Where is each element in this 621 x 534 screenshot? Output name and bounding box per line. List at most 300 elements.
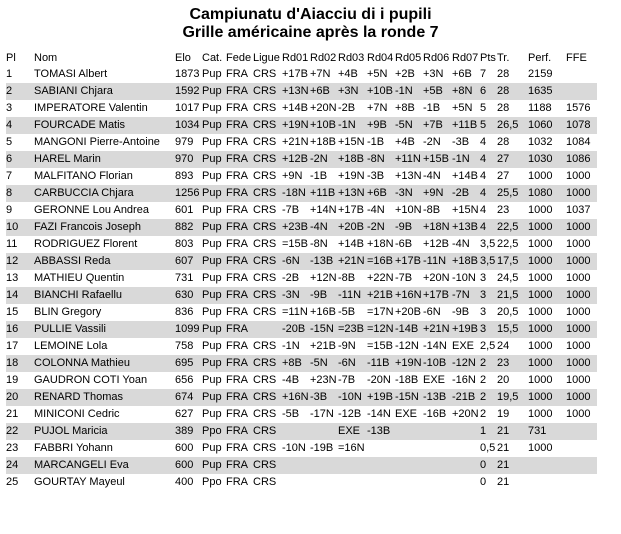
cell-pts: 0 [480,476,487,488]
cell-pl: 23 [6,442,19,454]
cell-perf: 1000 [528,323,553,335]
cell-rd05: +13N [395,170,422,182]
cell-rd01 [282,457,310,474]
cell-ffe: 1000 [566,340,591,352]
cell-rd05: +19N [395,357,422,369]
cell-rd05: -6B [395,238,413,250]
cell-pts: 3,5 [480,255,496,267]
cell-cat: Pup [202,391,222,403]
cell-ffe: 1000 [566,374,591,386]
cell-rd03: +20B [338,221,364,233]
cell-rd07 [452,423,480,440]
cell-rd05: +20B [395,306,421,318]
cell-rd03: +3N [338,85,359,97]
cell-pl: 17 [6,340,19,352]
cell-pl: 22 [6,425,19,437]
cell-perf: 1000 [528,221,553,233]
cell-rd05: EXE [395,408,418,420]
cell-rd04: -20N [367,374,391,386]
cell-rd02: +14N [310,204,337,216]
cell-elo: 607 [175,255,194,267]
cell-cat: Pup [202,204,222,216]
cell-rd07: -9B [452,306,470,318]
cell-rd03: -12B [338,408,362,420]
cell-rd02 [310,423,338,440]
cell-rd05: -1N [395,85,413,97]
cell-pl: 19 [6,374,19,386]
cell-rd03: +15N [338,136,365,148]
cell-pts: 0 [480,459,487,471]
cell-pl: 24 [6,459,19,471]
cell-elo: 627 [175,408,194,420]
cell-ligue: CRS [253,306,277,318]
cell-ffe [566,423,597,440]
cell-ffe: 1037 [566,204,591,216]
cell-ffe: 1000 [566,170,591,182]
cell-elo: 731 [175,272,194,284]
cell-ffe: 1000 [566,255,591,267]
cell-rd01: -4B [282,374,300,386]
cell-rd03: -8B [338,272,356,284]
cell-rd01: =15B [282,238,308,250]
cell-ffe [566,457,597,474]
cell-rd02: +20N [310,102,337,114]
cell-rd02 [310,474,338,491]
cell-rd01: +23B [282,221,308,233]
cell-nom: SABIANI Chjara [34,85,113,97]
cell-cat: Ppo [202,425,222,437]
cell-ligue: CRS [253,170,277,182]
header-row [6,50,597,66]
cell-rd06: -4N [423,170,441,182]
cell-rd03: -5B [338,306,356,318]
cell-rd06: +5B [423,85,443,97]
cell-perf: 2159 [528,68,553,80]
cell-nom: MALFITANO Florian [34,170,133,182]
cell-nom: MATHIEU Quentin [34,272,125,284]
cell-pl: 6 [6,153,13,165]
page-title: Campiunatu d'Aiacciu di i pupili [189,6,432,23]
cell-rd04: =15B [367,340,393,352]
cell-nom: TOMASI Albert [34,68,108,80]
cell-perf: 1000 [528,238,553,250]
cell-rd07: -3B [452,136,470,148]
cell-rd04: +5N [367,68,388,80]
cell-rd04: =12N [367,323,394,335]
cell-rd07: -4N [452,238,470,250]
column-header-nom: Nom [34,52,58,64]
cell-elo: 893 [175,170,194,182]
cell-cat: Pup [202,68,222,80]
cell-ligue: CRS [253,442,277,454]
cell-rd04: +10B [367,85,393,97]
cell-rd01 [282,423,310,440]
cell-rd01: -3N [282,289,300,301]
table-row [6,66,597,83]
cell-nom: GERONNE Lou Andrea [34,204,149,216]
cell-ffe: 1000 [566,221,591,233]
cell-cat: Pup [202,442,222,454]
cell-rd02: -19B [310,442,334,454]
cell-pl: 12 [6,255,19,267]
cell-nom: BIANCHI Rafaellu [34,289,123,301]
cell-ligue: CRS [253,136,277,148]
cell-perf: 1080 [528,187,553,199]
cell-rd01: -6N [282,255,300,267]
cell-tr: 21 [497,442,510,454]
cell-rd04: -8N [367,153,385,165]
page-subtitle: Grille américaine après la ronde 7 [182,24,439,41]
cell-tr: 24,5 [497,272,519,284]
cell-rd05 [395,457,423,474]
cell-cat: Pup [202,340,222,352]
cell-rd06: -16B [423,408,447,420]
cell-rd02: +18B [310,136,336,148]
column-header-pts: Pts [480,52,496,64]
cell-pl: 21 [6,408,19,420]
cell-ffe [566,83,597,100]
cell-ffe [566,474,597,491]
cell-rd03 [338,457,367,474]
cell-fede: FRA [226,374,248,386]
cell-tr: 28 [497,68,510,80]
cell-rd01: -20B [282,323,306,335]
cell-rd03: -11N [338,289,362,301]
cell-elo: 758 [175,340,194,352]
cell-pts: 2 [480,374,487,386]
cell-elo: 600 [175,442,194,454]
table-row [6,304,597,321]
cell-pl: 14 [6,289,19,301]
cell-rd01: +21N [282,136,309,148]
cell-elo: 630 [175,289,194,301]
cell-pl: 11 [6,238,18,250]
cell-ffe: 1000 [566,357,591,369]
cell-ffe: 1000 [566,187,591,199]
cell-rd05: -14B [395,323,419,335]
cell-nom: MARCANGELI Eva [34,459,129,471]
cell-rd04 [367,474,395,491]
table-row [6,117,597,134]
column-header-rd04: Rd04 [367,52,394,64]
cell-tr: 19,5 [497,391,519,403]
cell-pl: 25 [6,476,19,488]
cell-elo: 1017 [175,102,200,114]
cell-rd04: +18N [367,238,394,250]
cell-ffe [566,66,597,83]
cell-ffe: 1000 [566,306,591,318]
cell-perf: 1000 [528,306,553,318]
cell-rd07: -12N [452,357,476,369]
cell-tr: 15,5 [497,323,519,335]
cell-rd04: +7N [367,102,388,114]
cell-fede: FRA [226,238,248,250]
cell-fede: FRA [226,425,248,437]
cell-ligue: CRS [253,289,277,301]
cell-pts: 2,5 [480,340,496,352]
cell-elo: 674 [175,391,194,403]
cell-rd05: -5N [395,119,413,131]
cell-ligue: CRS [253,425,277,437]
cell-perf: 1000 [528,357,553,369]
cell-rd06: +18N [423,221,450,233]
cell-ligue: CRS [253,68,277,80]
cell-rd06: +7B [423,119,443,131]
cell-rd04: -4N [367,204,385,216]
cell-fede: FRA [226,391,248,403]
cell-rd07: -21B [452,391,476,403]
cell-cat: Pup [202,187,222,199]
column-header-tr: Tr. [497,52,510,64]
cell-elo: 1873 [175,68,200,80]
cell-rd02: +16B [310,306,336,318]
cell-rd01: +19N [282,119,309,131]
cell-nom: FOURCADE Matis [34,119,126,131]
cell-rd01: +13N [282,85,309,97]
column-header-rd07: Rd07 [452,52,479,64]
cell-rd04: -1B [367,136,385,148]
cell-rd02: -1B [310,170,328,182]
cell-ligue: CRS [253,102,277,114]
cell-pl: 13 [6,272,19,284]
table-row [6,389,597,406]
cell-tr: 27 [497,153,510,165]
cell-pts: 0,5 [480,442,496,454]
cell-rd07 [452,474,480,491]
cell-rd01: -18N [282,187,306,199]
cell-rd03: +13N [338,187,365,199]
cell-fede: FRA [226,408,248,420]
cell-ffe: 1000 [566,272,591,284]
cell-tr: 23 [497,204,510,216]
cell-pts: 7 [480,68,487,80]
cell-ligue: CRS [253,391,277,403]
column-header-cat: Cat. [202,52,223,64]
cell-rd07: +6B [452,68,472,80]
table-row [6,321,597,338]
cell-fede: FRA [226,221,248,233]
cell-cat: Pup [202,255,222,267]
cell-ligue: CRS [253,204,277,216]
cell-rd02: -13B [310,255,334,267]
cell-tr: 25,5 [497,187,519,199]
cell-fede: FRA [226,289,248,301]
cell-ffe: 1084 [566,136,591,148]
cell-rd06: -13B [423,391,447,403]
cell-elo: 600 [175,459,194,471]
cell-elo: 400 [175,476,194,488]
cell-rd05 [395,423,423,440]
cell-rd06: +3N [423,68,444,80]
cell-rd04: -2N [367,221,385,233]
cell-pts: 3 [480,272,487,284]
cell-rd05: +17B [395,255,421,267]
cell-nom: CARBUCCIA Chjara [34,187,134,199]
cell-rd04: +19B [367,391,393,403]
cell-perf: 1000 [528,255,553,267]
cell-fede: FRA [226,306,248,318]
cell-rd02: +6B [310,85,330,97]
cell-rd03: +21N [338,255,365,267]
cell-rd07: +19B [452,323,478,335]
cell-rd04 [367,440,395,457]
cell-perf: 1000 [528,374,553,386]
cell-ligue: CRS [253,153,277,165]
cell-pts: 3 [480,306,487,318]
cell-elo: 695 [175,357,194,369]
cell-rd05: +4B [395,136,415,148]
cell-pl: 4 [6,119,13,131]
cell-rd06 [423,423,452,440]
cell-rd07: +18B [452,255,478,267]
table-row [6,185,597,202]
cell-rd01: +17B [282,68,308,80]
cell-perf: 1060 [528,119,553,131]
cell-rd01: +9N [282,170,303,182]
cell-ffe: 1000 [566,289,591,301]
cell-elo: 1099 [175,323,200,335]
cell-rd06: -1B [423,102,441,114]
cell-ligue: CRS [253,459,277,471]
cell-tr: 22,5 [497,238,519,250]
cell-fede: FRA [226,272,248,284]
cell-rd01 [282,474,310,491]
cell-rd05: +2B [395,68,415,80]
table-row [6,219,597,236]
column-header-rd03: Rd03 [338,52,365,64]
table-row [6,474,597,491]
table-row [6,287,597,304]
cell-perf: 1000 [528,340,553,352]
cell-pts: 5 [480,102,487,114]
cell-rd06: -8B [423,204,441,216]
cell-rd02: +7N [310,68,331,80]
cell-rd05: -9B [395,221,413,233]
cell-rd02: -15N [310,323,334,335]
cell-rd06 [423,440,452,457]
cell-ligue: CRS [253,221,277,233]
cell-rd01: -1N [282,340,300,352]
cell-rd04: +22N [367,272,394,284]
cell-tr: 28 [497,102,510,114]
cell-rd02: -2N [310,153,328,165]
cell-tr: 23 [497,357,510,369]
cell-rd03 [338,474,367,491]
cell-rd02: +23N [310,374,337,386]
table-row [6,440,597,457]
column-header-rd06: Rd06 [423,52,450,64]
cell-rd07: -16N [452,374,476,386]
column-header-elo: Elo [175,52,191,64]
cell-pts: 4 [480,170,487,182]
table-row [6,134,597,151]
table-row [6,270,597,287]
cell-perf: 1000 [528,289,553,301]
cell-nom: RODRIGUEZ Florent [34,238,138,250]
cell-rd03: +17B [338,204,364,216]
cell-pts: 5 [480,119,487,131]
cell-rd04: =16B [367,255,393,267]
cell-pl: 20 [6,391,19,403]
cell-ligue: CRS [253,340,277,352]
cell-rd02: +21B [310,340,336,352]
cell-rd05: -12N [395,340,419,352]
cell-perf: 1188 [528,102,552,114]
cell-perf: 1000 [528,170,553,182]
cell-rd05: -3N [395,187,413,199]
cell-fede: FRA [226,136,248,148]
cell-tr: 21 [497,425,510,437]
cell-nom: FAZI Francois Joseph [34,221,141,233]
cell-ffe: 1078 [566,119,591,131]
cell-elo: 656 [175,374,194,386]
cell-rd06: -2N [423,136,441,148]
cell-ligue: CRS [253,408,277,420]
cell-pts: 4 [480,187,487,199]
cell-rd05: -7B [395,272,413,284]
cell-rd07: +5N [452,102,473,114]
cell-rd07: +13B [452,221,478,233]
table-row [6,457,597,474]
table-row [6,338,597,355]
cell-ligue: CRS [253,187,277,199]
cell-rd03: +18B [338,153,364,165]
cell-cat: Pup [202,459,222,471]
cell-fede: FRA [226,170,248,182]
cell-cat: Pup [202,238,222,250]
cell-tr: 21,5 [497,289,519,301]
cell-rd06: +17B [423,289,449,301]
cell-fede: FRA [226,357,248,369]
cell-pl: 10 [6,221,19,233]
cell-rd03: +14B [338,238,364,250]
cell-nom: MANGONI Pierre-Antoine [34,136,160,148]
cell-rd02 [310,457,338,474]
cell-pts: 2 [480,408,487,420]
cell-ffe [566,440,597,457]
cell-nom: GOURTAY Mayeul [34,476,125,488]
cell-rd03: =23B [338,323,364,335]
cell-tr: 20 [497,374,510,386]
cell-rd01: -10N [282,442,306,454]
cell-rd06: +21N [423,323,450,335]
cell-ligue: CRS [253,272,277,284]
column-header-ligue: Ligue [253,52,280,64]
table-row [6,236,597,253]
cell-pl: 15 [6,306,19,318]
cell-fede: FRA [226,459,248,471]
cell-perf: 1000 [528,442,553,454]
cell-rd06 [423,474,452,491]
cell-tr: 20,5 [497,306,519,318]
cell-elo: 1256 [175,187,200,199]
cell-rd05: +11N [395,153,421,165]
cell-rd05 [395,440,423,457]
cell-elo: 803 [175,238,194,250]
cell-elo: 979 [175,136,194,148]
cell-tr: 24 [497,340,510,352]
cell-cat: Pup [202,85,222,97]
cell-rd01: -5B [282,408,300,420]
cell-pl: 5 [6,136,13,148]
cell-rd02: -3B [310,391,328,403]
cell-pl: 1 [6,68,13,80]
cell-rd02: +12N [310,272,337,284]
cell-perf: 1030 [528,153,553,165]
cell-cat: Pup [202,119,222,131]
cell-rd03: -7B [338,374,356,386]
cell-rd04: -14N [367,408,391,420]
